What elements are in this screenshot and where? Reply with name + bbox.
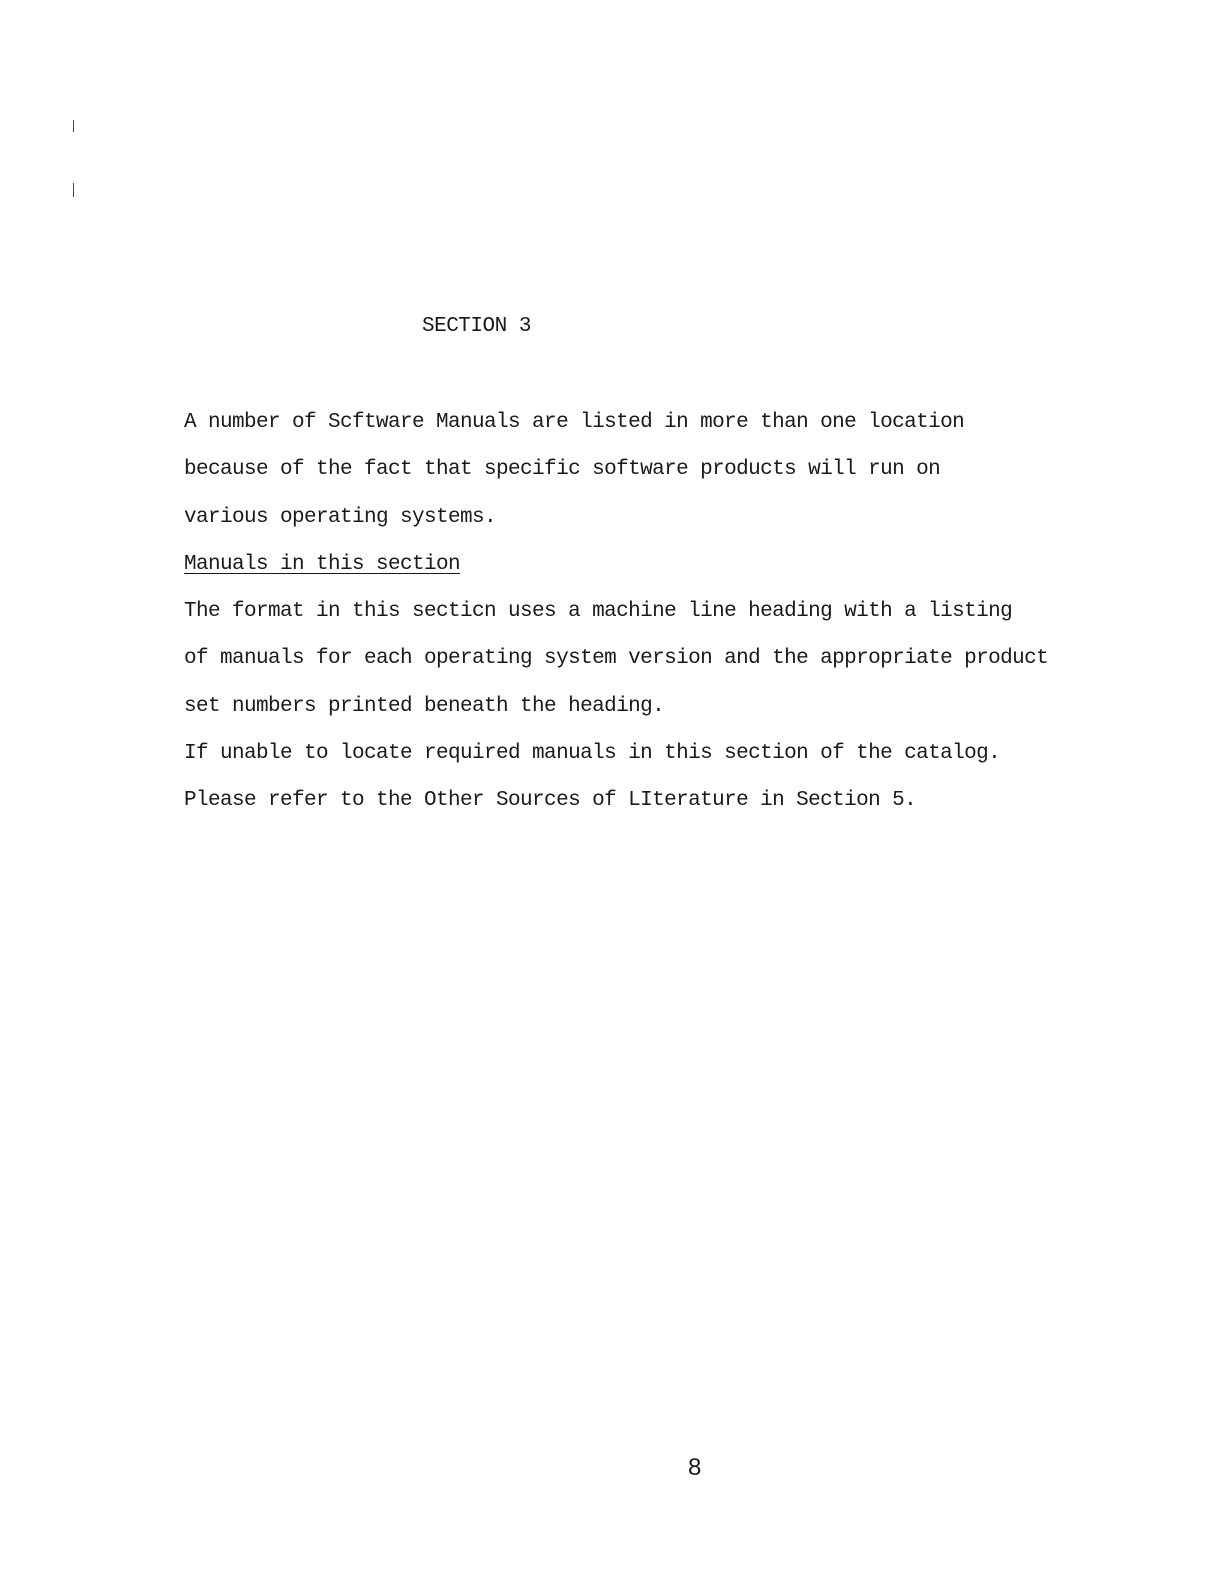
page-number: 8 bbox=[688, 1454, 702, 1481]
paragraph-line: because of the fact that specific software products will run on bbox=[184, 458, 941, 481]
paragraph-line: A number of Scftware Manuals are listed in more than one location bbox=[184, 411, 965, 434]
paragraph-line: If unable to locate required manuals in this section of the catalog. bbox=[184, 742, 1001, 765]
paragraph-line: various operating systems. bbox=[184, 506, 497, 529]
paragraph-line: of manuals for each operating system version and the appropriate product bbox=[184, 647, 1049, 670]
paragraph-line: set numbers printed beneath the heading. bbox=[184, 695, 665, 718]
section-title: SECTION 3 bbox=[422, 315, 531, 338]
paragraph-line: The format in this secticn uses a machine line heading with a listing bbox=[184, 600, 1013, 623]
paragraph-line: Please refer to the Other Sources of LIterature in Section 5. bbox=[184, 789, 917, 812]
scan-margin-mark bbox=[73, 183, 74, 197]
subheading: Manuals in this section bbox=[184, 553, 461, 576]
scan-margin-mark bbox=[73, 120, 74, 132]
